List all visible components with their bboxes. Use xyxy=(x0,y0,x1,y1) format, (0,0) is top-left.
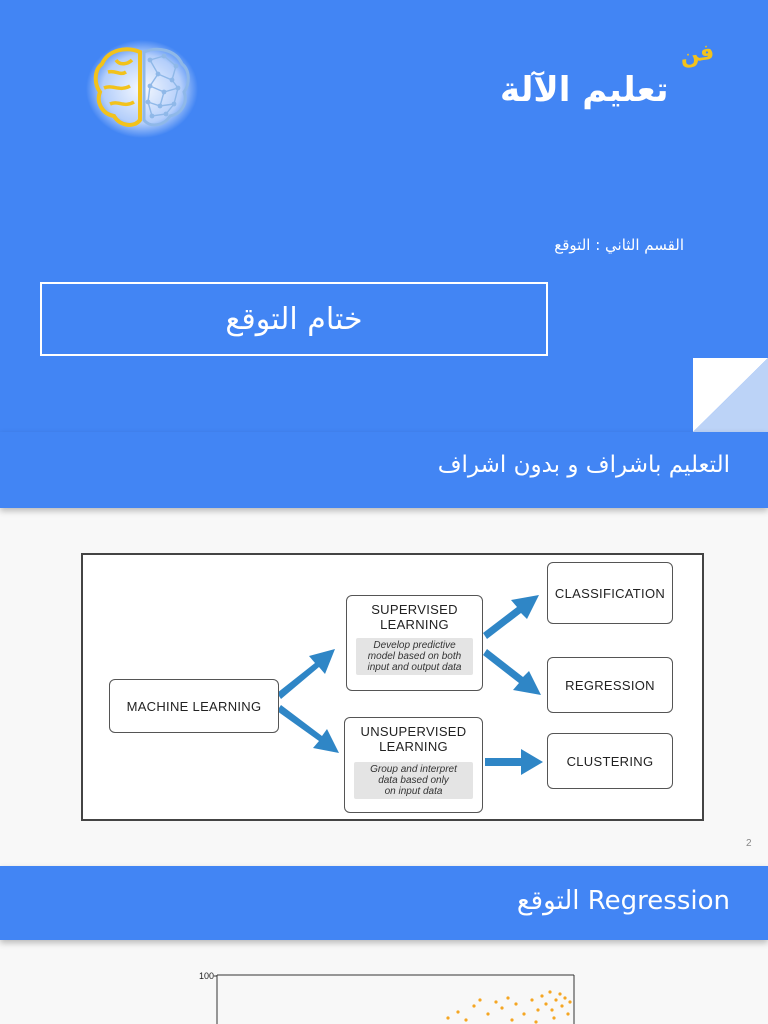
logo-title: تعليم الآلة xyxy=(500,70,669,110)
slide2-header xyxy=(0,432,768,508)
scatter-point xyxy=(552,1016,555,1019)
scatter-points xyxy=(446,990,571,1023)
scatter-point xyxy=(548,990,551,993)
title-box xyxy=(40,282,548,356)
supervised-box xyxy=(346,595,483,691)
scatter-point xyxy=(478,998,481,1001)
page-number: 2 xyxy=(746,838,752,849)
unsupervised-title-2: LEARNING xyxy=(379,739,448,754)
supervised-title-2: LEARNING xyxy=(380,617,449,632)
arrow-ml-unsupervised xyxy=(277,705,339,753)
clustering-box xyxy=(547,733,673,789)
scatter-point xyxy=(563,996,566,999)
supervised-desc-line: model based on both xyxy=(367,651,462,662)
arrow-sup-regression xyxy=(483,649,541,695)
slide3-title: Regression التوقع xyxy=(516,886,730,916)
machine-learning-label: MACHINE LEARNING xyxy=(126,698,262,714)
scatter-point xyxy=(506,996,509,999)
classification-label: CLASSIFICATION xyxy=(554,585,666,601)
scatter-point xyxy=(472,1004,475,1007)
unsupervised-desc-line: on input data xyxy=(384,786,443,797)
section-label: القسم الثاني : التوقع xyxy=(554,236,684,254)
scatter-point xyxy=(522,1012,525,1015)
scatter-point xyxy=(554,998,557,1001)
scatter-point xyxy=(558,992,561,995)
scatter-point xyxy=(530,998,533,1001)
regression-label: REGRESSION xyxy=(565,677,655,693)
scatter-point xyxy=(500,1006,503,1009)
logo-accent-text: فن xyxy=(678,39,716,70)
slide2-title: التعليم باشراف و بدون اشراف xyxy=(437,452,730,478)
scatter-point xyxy=(560,1004,563,1007)
scatter-point xyxy=(566,1012,569,1015)
y-tick-top: 100 xyxy=(198,971,214,981)
classification-box xyxy=(547,562,673,624)
supervised-description xyxy=(356,638,473,675)
scatter-point xyxy=(550,1008,553,1011)
supervised-desc-line: Develop predictive xyxy=(373,640,456,651)
scatter-point xyxy=(540,994,543,997)
scatter-point xyxy=(514,1002,517,1005)
unsupervised-desc-line: data based only xyxy=(378,775,449,786)
scatter-point xyxy=(536,1008,539,1011)
scatter-point xyxy=(464,1018,467,1021)
regression-scatter-plot xyxy=(190,970,590,1024)
unsupervised-description xyxy=(354,762,473,799)
corner-fold-icon xyxy=(693,358,768,432)
scatter-point xyxy=(544,1002,547,1005)
unsupervised-title-1: UNSUPERVISED xyxy=(360,724,467,739)
slide2-body xyxy=(0,508,768,866)
scatter-point xyxy=(494,1000,497,1003)
slide3-body xyxy=(0,940,768,1024)
machine-learning-box xyxy=(109,679,279,733)
supervised-title-1: SUPERVISED xyxy=(371,602,458,617)
scatter-point xyxy=(510,1018,513,1021)
unsupervised-box xyxy=(344,717,483,813)
supervised-desc-line: input and output data xyxy=(367,662,462,673)
title-slide xyxy=(0,0,768,432)
scatter-point xyxy=(568,1000,571,1003)
slide-title: ختام التوقع xyxy=(225,301,363,337)
arrow-unsup-clustering xyxy=(485,749,543,775)
clustering-label: CLUSTERING xyxy=(566,753,654,769)
unsupervised-desc-line: Group and interpret xyxy=(370,764,457,775)
scatter-point xyxy=(486,1012,489,1015)
ml-diagram xyxy=(81,553,704,821)
scatter-point xyxy=(456,1010,459,1013)
arrow-ml-supervised xyxy=(277,649,335,699)
arrow-sup-classification xyxy=(483,595,539,639)
scatter-point xyxy=(534,1020,537,1023)
brain-logo-icon xyxy=(86,40,198,138)
scatter-point xyxy=(446,1016,449,1019)
slide3-header xyxy=(0,866,768,940)
regression-box xyxy=(547,657,673,713)
